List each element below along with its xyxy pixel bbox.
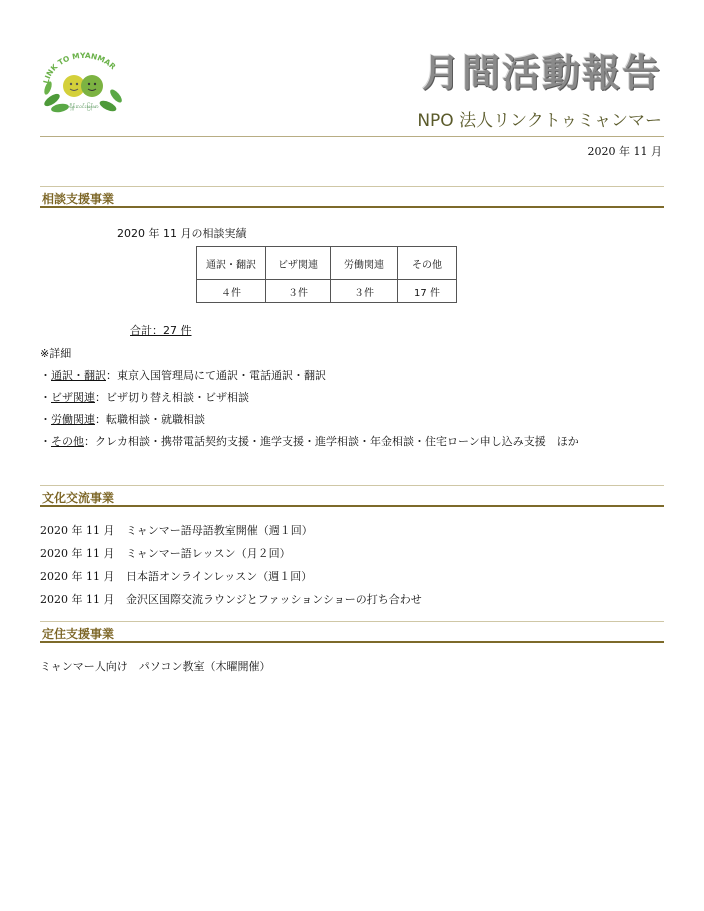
activity-text: ミャンマー人向け パソコン教室（木曜開催） bbox=[40, 660, 271, 673]
detail-bullet: ・ bbox=[40, 369, 51, 382]
detail-item-visa bbox=[40, 389, 249, 405]
detail-text: ：クレカ相談・携帯電話契約支援・進学支援・進学相談・年金相談・住宅ローン申し込み支援 ほか bbox=[84, 435, 579, 448]
activity-date: 2020 年 11 月 bbox=[40, 547, 115, 560]
activity-text: 日本語オンラインレッスン（週１回） bbox=[126, 570, 313, 583]
activity-date: 2020 年 11 月 bbox=[40, 593, 115, 606]
detail-bullet: ・ bbox=[40, 435, 51, 448]
table-cell: ３件 bbox=[331, 280, 398, 303]
table-header-row bbox=[197, 247, 457, 280]
report-title: 月間活動報告 bbox=[421, 51, 662, 95]
activity-text: 金沢区国際交流ラウンジとファッションショーの打ち合わせ bbox=[126, 593, 422, 606]
table-header-cell: ビザ関連 bbox=[266, 247, 331, 280]
detail-item-other bbox=[40, 433, 579, 449]
list-item bbox=[40, 522, 313, 538]
list-item bbox=[40, 591, 422, 607]
settlement-section-header bbox=[40, 621, 664, 643]
detail-bullet: ・ bbox=[40, 391, 51, 404]
table-header-cell: 通訳・翻訳 bbox=[197, 247, 266, 280]
list-item bbox=[40, 658, 271, 674]
table-cell: ４件 bbox=[197, 280, 266, 303]
detail-text: ：転職相談・就職相談 bbox=[95, 413, 205, 426]
detail-label: ※詳細 bbox=[40, 347, 72, 360]
table-cell: 17 件 bbox=[398, 280, 457, 303]
settlement-section-title: 定住支援事業 bbox=[42, 627, 115, 641]
header-divider bbox=[40, 136, 664, 137]
detail-term: 労働関連 bbox=[51, 413, 95, 426]
organization-logo bbox=[38, 48, 128, 118]
activity-date: 2020 年 11 月 bbox=[40, 524, 115, 537]
table-header-cell: 労働関連 bbox=[331, 247, 398, 280]
detail-term: 通訳・翻訳 bbox=[51, 369, 106, 382]
activity-text: ミャンマー語母語教室開催（週１回） bbox=[126, 524, 313, 537]
detail-item-labor bbox=[40, 411, 205, 427]
activity-date: 2020 年 11 月 bbox=[40, 570, 115, 583]
consult-section-header bbox=[40, 186, 664, 208]
consult-stats-table bbox=[196, 246, 457, 303]
consult-section-title: 相談支援事業 bbox=[42, 192, 115, 206]
table-row bbox=[197, 280, 457, 303]
logo-text-bottom: ရှိန်းလင်းမြန်မာ bbox=[69, 104, 99, 110]
list-item bbox=[40, 545, 291, 561]
detail-item-interpretation bbox=[40, 367, 326, 383]
organization-name: NPO 法人リンクトゥミャンマー bbox=[417, 111, 662, 131]
logo-graphic bbox=[38, 48, 128, 118]
detail-text: ：ビザ切り替え相談・ビザ相談 bbox=[95, 391, 249, 404]
culture-section-title: 文化交流事業 bbox=[42, 491, 115, 505]
detail-bullet: ・ bbox=[40, 413, 51, 426]
table-header-cell: その他 bbox=[398, 247, 457, 280]
detail-term: ビザ関連 bbox=[51, 391, 95, 404]
detail-text: ：東京入国管理局にて通訳・電話通訳・翻訳 bbox=[106, 369, 326, 382]
consult-total: 合計：27 件 bbox=[130, 324, 192, 337]
report-date: 2020 年 11 月 bbox=[587, 145, 662, 158]
list-item bbox=[40, 568, 312, 584]
activity-text: ミャンマー語レッスン（月２回） bbox=[126, 547, 291, 560]
detail-term: その他 bbox=[51, 435, 84, 448]
culture-section-header bbox=[40, 485, 664, 507]
consult-caption: 2020 年 11 月の相談実績 bbox=[117, 227, 247, 240]
logo-text-top: LINK TO MYANMAR bbox=[41, 50, 118, 85]
table-cell: ３件 bbox=[266, 280, 331, 303]
